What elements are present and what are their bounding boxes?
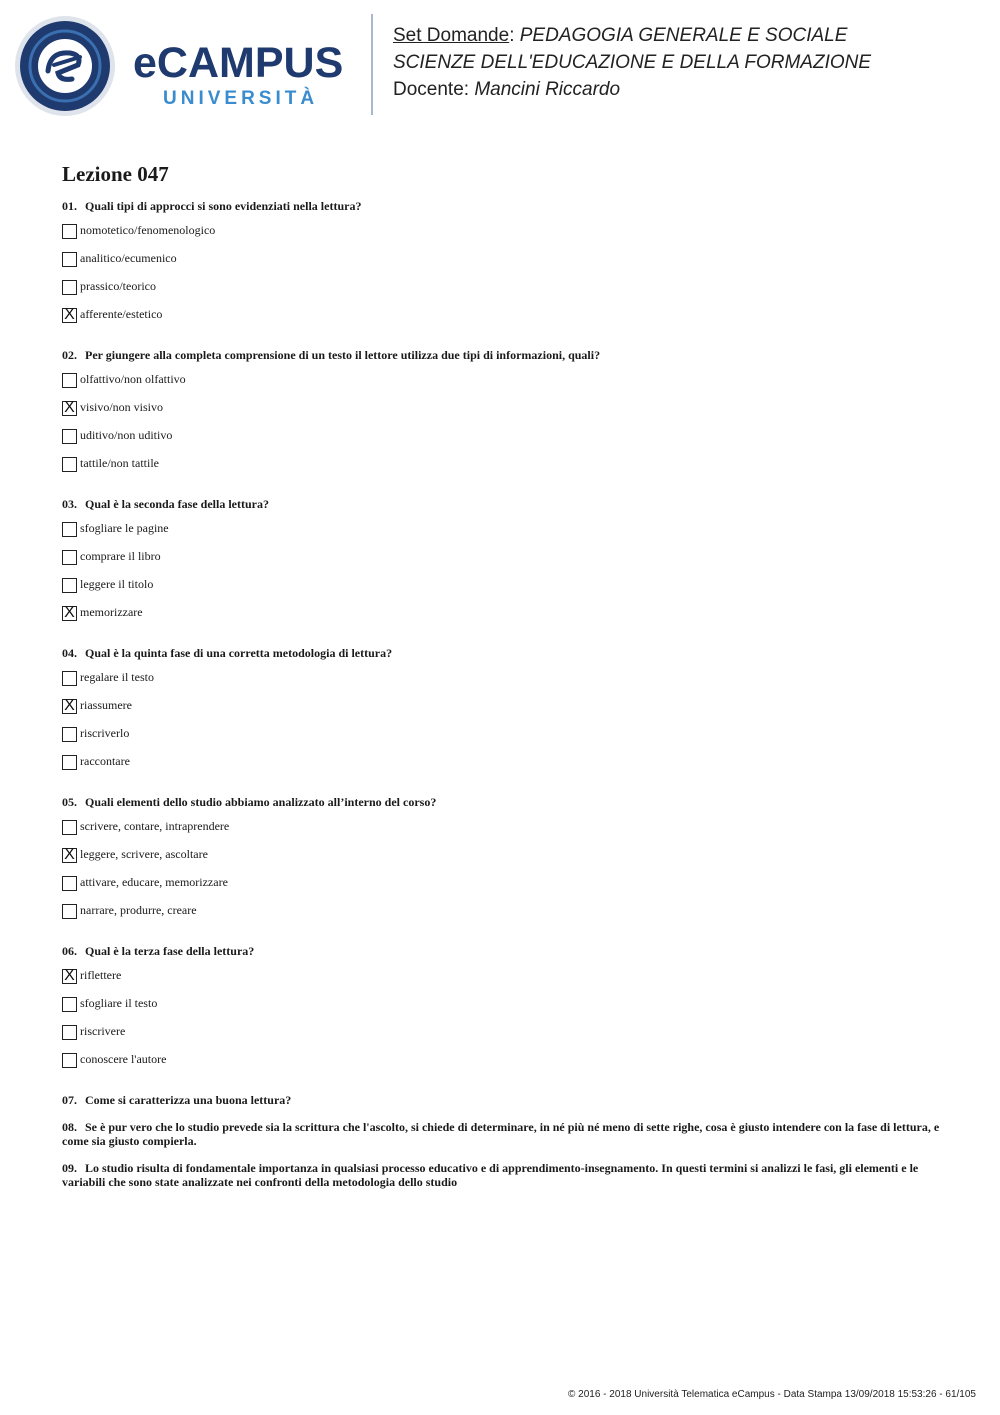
logo-ecampus-text: eCAMPUS: [133, 39, 344, 87]
answer-option[interactable]: [62, 670, 942, 698]
answer-option-label: olfattivo/non olfattivo: [80, 372, 186, 386]
answer-option-label: afferente/estetico: [80, 307, 163, 321]
checked-checkbox-icon[interactable]: [62, 308, 77, 323]
question-number: 07.: [62, 1093, 77, 1107]
answer-option-label: tattile/non tattile: [80, 456, 159, 470]
answer-option[interactable]: [62, 521, 942, 549]
checkbox-icon[interactable]: [62, 671, 77, 686]
question-number: 03.: [62, 497, 77, 511]
answer-options: [62, 670, 942, 782]
answer-option[interactable]: [62, 279, 942, 307]
answer-option-label: attivare, educare, memorizzare: [80, 875, 228, 889]
question-block: [62, 646, 942, 782]
teacher-line: [393, 76, 993, 103]
question-number: 05.: [62, 795, 77, 809]
answer-option[interactable]: [62, 428, 942, 456]
answer-options: [62, 968, 942, 1080]
checkbox-icon[interactable]: [62, 280, 77, 295]
answer-option-label: riflettere: [80, 968, 122, 982]
question-list: [62, 199, 942, 1202]
checkbox-icon[interactable]: [62, 727, 77, 742]
question-label: Qual è la quinta fase di una corretta metodologia di lettura?: [85, 646, 393, 660]
answer-options: [62, 819, 942, 931]
answer-option[interactable]: [62, 875, 942, 903]
checkbox-icon[interactable]: [62, 876, 77, 891]
question-text: [62, 1161, 942, 1189]
question-block: [62, 497, 942, 633]
course-name-2: SCIENZE DELL'EDUCAZIONE E DELLA FORMAZIONE: [393, 52, 872, 73]
answer-option[interactable]: [62, 996, 942, 1024]
question-block: [62, 348, 942, 484]
question-text: [62, 497, 942, 511]
answer-option[interactable]: [62, 223, 942, 251]
page-footer: © 2016 - 2018 Università Telematica eCampus - Data Stampa 13/09/2018 15:53:26 - 61/105: [568, 1389, 976, 1400]
answer-option[interactable]: [62, 251, 942, 279]
page-header: [0, 0, 1000, 125]
answer-option-label: leggere il titolo: [80, 577, 154, 591]
open-question-block: [62, 1161, 942, 1189]
answer-option-label: leggere, scrivere, ascoltare: [80, 847, 208, 861]
answer-option-label: narrare, produrre, creare: [80, 903, 197, 917]
checkbox-icon[interactable]: [62, 997, 77, 1012]
checkbox-icon[interactable]: [62, 578, 77, 593]
checkbox-icon[interactable]: [62, 904, 77, 919]
checkbox-icon[interactable]: [62, 1025, 77, 1040]
question-text: [62, 646, 942, 660]
question-label: Lo studio risulta di fondamentale importanza in qualsiasi processo educativo e di apprendimento-insegnamento. In questi termini si analizzi le fasi, gli elementi e le variabili che sono state analizzate nei confronti della metodologia dello studio: [62, 1161, 919, 1189]
answer-options: [62, 372, 942, 484]
question-number: 09.: [62, 1161, 77, 1175]
answer-option[interactable]: [62, 903, 942, 931]
answer-option-label: uditivo/non uditivo: [80, 428, 173, 442]
answer-option[interactable]: [62, 307, 942, 335]
answer-option-label: raccontare: [80, 754, 130, 768]
answer-option[interactable]: [62, 400, 942, 428]
question-label: Qual è la terza fase della lettura?: [85, 944, 255, 958]
checked-checkbox-icon[interactable]: [62, 969, 77, 984]
checkbox-icon[interactable]: [62, 252, 77, 267]
answer-options: [62, 521, 942, 633]
answer-option-label: prassico/teorico: [80, 279, 156, 293]
open-question-block: [62, 1093, 942, 1107]
course-line-2: [393, 49, 993, 76]
answer-option-label: conoscere l'autore: [80, 1052, 167, 1066]
question-text: [62, 1093, 942, 1107]
checked-checkbox-icon[interactable]: [62, 699, 77, 714]
answer-option-label: comprare il libro: [80, 549, 161, 563]
question-label: Come si caratterizza una buona lettura?: [85, 1093, 292, 1107]
answer-option-label: riscriverlo: [80, 726, 130, 740]
question-number: 02.: [62, 348, 77, 362]
question-label: Per giungere alla completa comprensione di un testo il lettore utilizza due tipi di informazioni, quali?: [85, 348, 601, 362]
answer-option[interactable]: [62, 1052, 942, 1080]
question-number: 08.: [62, 1120, 77, 1134]
question-number: 04.: [62, 646, 77, 660]
question-label: Quali tipi di approcci si sono evidenziati nella lettura?: [85, 199, 362, 213]
checked-checkbox-icon[interactable]: [62, 606, 77, 621]
answer-option[interactable]: [62, 968, 942, 996]
answer-option-label: sfogliare il testo: [80, 996, 158, 1010]
answer-option[interactable]: [62, 456, 942, 484]
answer-option[interactable]: [62, 549, 942, 577]
checkbox-icon[interactable]: [62, 457, 77, 472]
course-name-1: PEDAGOGIA GENERALE E SOCIALE: [519, 25, 848, 46]
answer-option[interactable]: [62, 819, 942, 847]
answer-option[interactable]: [62, 1024, 942, 1052]
ecampus-seal-logo: [14, 15, 116, 117]
course-line-1: [393, 22, 993, 49]
checkbox-icon[interactable]: [62, 373, 77, 388]
answer-option[interactable]: [62, 605, 942, 633]
answer-option-label: riscrivere: [80, 1024, 126, 1038]
answer-option[interactable]: [62, 698, 942, 726]
ecampus-wordmark-logo: [133, 40, 358, 118]
answer-option[interactable]: [62, 754, 942, 782]
answer-option-label: analitico/ecumenico: [80, 251, 177, 265]
checkbox-icon[interactable]: [62, 1053, 77, 1068]
header-divider: [371, 14, 373, 115]
checkbox-icon[interactable]: [62, 820, 77, 835]
question-text: [62, 1120, 942, 1148]
question-number: 01.: [62, 199, 77, 213]
checked-checkbox-icon[interactable]: [62, 848, 77, 863]
answer-option-label: memorizzare: [80, 605, 143, 619]
question-label: Se è pur vero che lo studio prevede sia la scrittura che l'ascolto, si chiede di determinare, in né più né meno di sette righe, cosa è giusto intendere con la fase di lettura, e come sia giusto compierla.: [62, 1120, 940, 1148]
checked-checkbox-icon[interactable]: [62, 401, 77, 416]
answer-option-label: nomotetico/fenomenologico: [80, 223, 216, 237]
answer-option[interactable]: [62, 726, 942, 754]
open-question-block: [62, 1120, 942, 1148]
question-text: [62, 348, 942, 362]
teacher-label: Docente:: [393, 79, 475, 100]
answer-option[interactable]: [62, 372, 942, 400]
question-number: 06.: [62, 944, 77, 958]
question-label: Quali elementi dello studio abbiamo analizzato all’interno del corso?: [85, 795, 437, 809]
question-text: [62, 944, 942, 958]
question-text: [62, 795, 942, 809]
answer-option-label: scrivere, contare, intraprendere: [80, 819, 230, 833]
answer-option-label: riassumere: [80, 698, 132, 712]
checkbox-icon[interactable]: [62, 224, 77, 239]
answer-options: [62, 223, 942, 335]
lesson-title: Lezione 047: [62, 162, 169, 186]
course-info: [393, 22, 993, 103]
answer-option-label: sfogliare le pagine: [80, 521, 169, 535]
logo-universita-text: UNIVERSITÀ: [163, 88, 319, 109]
set-domande-label: Set Domande: [393, 25, 510, 46]
checkbox-icon[interactable]: [62, 550, 77, 565]
teacher-name: Mancini Riccardo: [474, 79, 621, 100]
answer-option[interactable]: [62, 577, 942, 605]
checkbox-icon[interactable]: [62, 522, 77, 537]
set-separator: :: [509, 25, 520, 46]
answer-option-label: visivo/non visivo: [80, 400, 164, 414]
answer-option-label: regalare il testo: [80, 670, 154, 684]
question-block: [62, 795, 942, 931]
checkbox-icon[interactable]: [62, 429, 77, 444]
question-label: Qual è la seconda fase della lettura?: [85, 497, 269, 511]
checkbox-icon[interactable]: [62, 755, 77, 770]
question-block: [62, 199, 942, 335]
answer-option[interactable]: [62, 847, 942, 875]
question-block: [62, 944, 942, 1080]
question-text: [62, 199, 942, 213]
